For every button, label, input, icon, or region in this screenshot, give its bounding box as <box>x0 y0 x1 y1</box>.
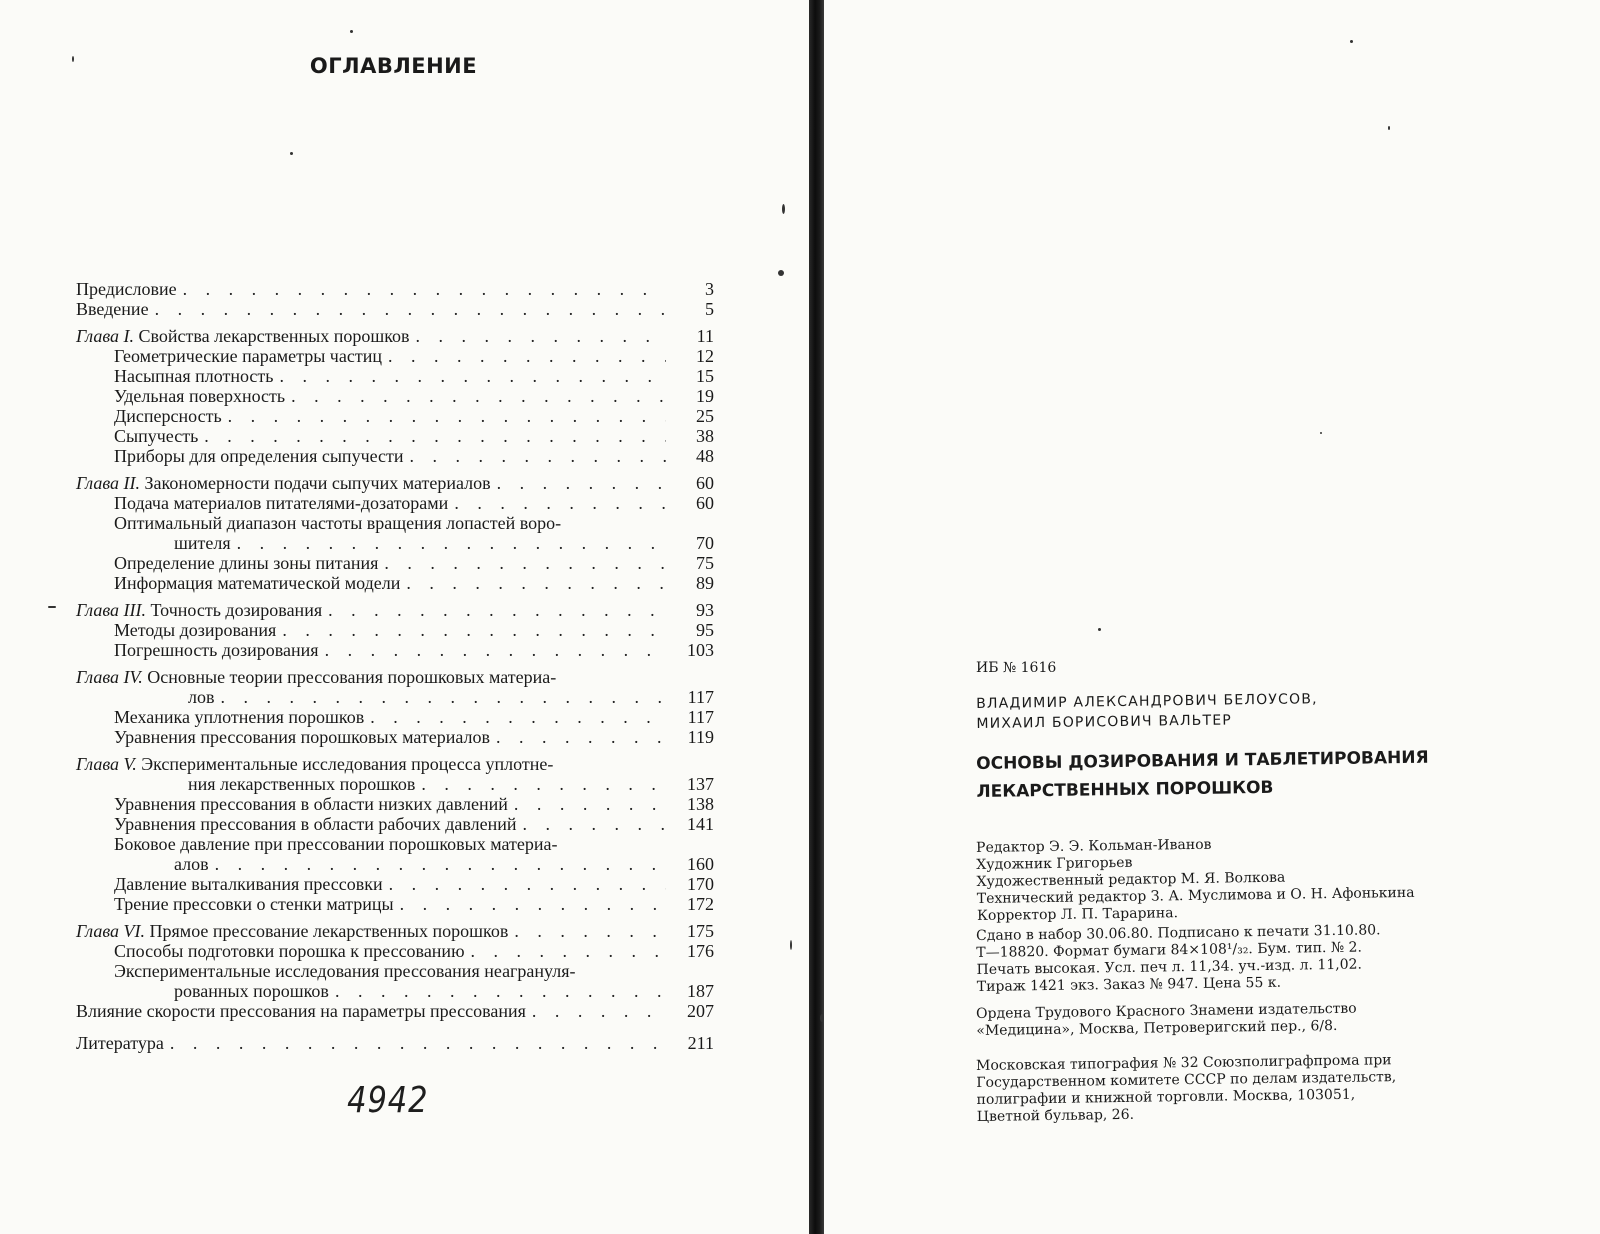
print-speck <box>290 152 293 155</box>
author-name: МИХАИЛ БОРИСОВИЧ ВАЛЬТЕР <box>976 712 1233 732</box>
toc-entry <box>76 406 714 426</box>
toc-entry-label: Способы подготовки порошка к прессованию <box>114 941 465 961</box>
print-speck <box>48 606 56 608</box>
toc-leader-dots <box>389 874 666 894</box>
toc-entry-label: Удельная поверхность <box>114 386 286 406</box>
toc-entry-page: 12 <box>696 346 714 366</box>
handwritten-inventory-number: 4942 <box>347 1080 429 1121</box>
toc-entry-page: 172 <box>687 894 714 914</box>
publisher-line: «Медицина», Москва, Петроверигский пер., 6/8. <box>976 1017 1338 1039</box>
toc-entry-label: Геометрические параметры частиц <box>114 346 382 366</box>
toc-leader-dots <box>155 299 666 319</box>
chapter-title: Свойства лекарственных порошков <box>138 326 410 346</box>
toc-entry-page: 19 <box>696 386 714 406</box>
toc-entry <box>76 640 714 660</box>
toc-entry <box>76 346 714 366</box>
toc-entry-label: Экспериментальные исследования прессования неагрануля- <box>114 961 576 981</box>
toc-entry <box>76 1001 714 1021</box>
printing-line: Т—18820. Формат бумаги 84×108¹/₃₂. Бум. тип. № 2. <box>976 939 1363 961</box>
toc-entry-label: Подача материалов питателями-дозаторами <box>114 493 449 513</box>
toc-leader-dots <box>237 533 666 553</box>
toc-leader-dots <box>328 600 666 620</box>
staff-line: Корректор Л. П. Тараринa. <box>976 905 1179 924</box>
toc-leader-dots <box>215 854 666 874</box>
chapter-title: Точность дозирования <box>150 600 323 620</box>
toc-chapter-entry <box>76 473 714 493</box>
toc-leader-dots <box>335 981 666 1001</box>
typography-line: Государственном комитете СССР по делам издательств, <box>976 1069 1397 1091</box>
toc-entry <box>76 446 714 466</box>
toc-leader-dots <box>325 640 666 660</box>
toc-leader-dots <box>496 727 666 747</box>
staff-line: Редактор Э. Э. Кольман-Иванов <box>976 836 1212 856</box>
chapter-title: Основные теории прессования порошковых материа- <box>147 667 557 687</box>
book-title-line: ЛЕКАРСТВЕННЫХ ПОРОШКОВ <box>976 777 1274 802</box>
toc-entry-page: 176 <box>687 941 714 961</box>
toc-entry <box>76 366 714 386</box>
toc-entry-continuation <box>76 687 714 707</box>
toc-entry-page: 25 <box>696 406 714 426</box>
right-page-colophon <box>830 0 1600 1234</box>
printing-line: Печать высокая. Усл. печ л. 11,34. уч.-изд. л. 11,02. <box>976 956 1363 978</box>
toc-chapter-entry <box>76 921 714 941</box>
book-title-line: ОСНОВЫ ДОЗИРОВАНИЯ И ТАБЛЕТИРОВАНИЯ <box>976 747 1429 774</box>
toc-entry-label: Уравнения прессования в области низких давлений <box>114 794 508 814</box>
print-speck <box>350 30 353 33</box>
toc-leader-dots <box>514 794 666 814</box>
toc-entry-page: 48 <box>696 446 714 466</box>
toc-entry-label: Определение длины зоны питания <box>114 553 379 573</box>
toc-entry-page: 95 <box>696 620 714 640</box>
printing-details <box>976 922 1381 996</box>
toc-entry-label <box>76 473 491 493</box>
print-speck <box>1098 628 1101 631</box>
chapter-prefix: Глава II. <box>76 473 141 493</box>
toc-entry-label <box>76 326 410 346</box>
chapter-prefix: Глава III. <box>76 600 147 620</box>
toc-entry-page: 3 <box>705 279 714 299</box>
toc-entry-page: 60 <box>696 473 714 493</box>
toc-entry <box>76 707 714 727</box>
toc-entry <box>76 814 714 834</box>
toc-entry-page: 11 <box>696 326 714 346</box>
toc-entry-page: 93 <box>696 600 714 620</box>
table-of-contents <box>76 279 714 1053</box>
toc-leader-dots <box>388 346 666 366</box>
ib-number: ИБ № 1616 <box>976 660 1057 676</box>
toc-wrapped-entry <box>76 834 714 874</box>
toc-entry-page: 207 <box>687 1001 714 1021</box>
chapter-prefix: Глава IV. <box>76 667 143 687</box>
toc-title: ОГЛАВЛЕНИЕ <box>309 54 478 78</box>
toc-entry-label: Уравнения прессования порошковых материалов <box>114 727 490 747</box>
toc-chapter-wrapped-entry <box>76 754 714 794</box>
chapter-title: Экспериментальные исследования процесса уплотне- <box>141 754 554 774</box>
toc-entry-page: 117 <box>687 707 714 727</box>
toc-entry-label: Сыпучесть <box>114 426 199 446</box>
toc-entry-page: 170 <box>687 874 714 894</box>
print-speck <box>1320 432 1322 434</box>
staff-line: Художественный редактор М. Я. Волкова <box>976 869 1286 890</box>
chapter-prefix: Глава I. <box>76 326 135 346</box>
toc-entry-label: Трение прессовки о стенки матрицы <box>114 894 394 914</box>
toc-chapter-entry <box>76 326 714 346</box>
toc-leader-dots <box>522 814 666 834</box>
toc-leader-dots <box>421 774 666 794</box>
toc-entry-page: 119 <box>687 727 714 747</box>
toc-leader-dots <box>416 326 666 346</box>
toc-entry-label: Механика уплотнения порошков <box>114 707 365 727</box>
toc-leader-dots <box>400 894 666 914</box>
toc-entry-page: 187 <box>687 981 714 1001</box>
typography-line: Цветной бульвар, 26. <box>976 1106 1135 1125</box>
print-speck <box>1388 126 1390 130</box>
toc-entry-page: 137 <box>687 774 714 794</box>
toc-leader-dots <box>471 941 666 961</box>
toc-leader-dots <box>291 386 666 406</box>
toc-entry-label: Введение <box>76 299 149 319</box>
printing-line: Тираж 1421 экз. Заказ № 947. Цена 55 к. <box>976 974 1282 995</box>
toc-wrapped-entry <box>76 513 714 553</box>
toc-entry <box>76 874 714 894</box>
typography-info <box>976 1052 1397 1126</box>
toc-entry-page: 138 <box>687 794 714 814</box>
chapter-title: Закономерности подачи сыпучих материалов <box>144 473 491 493</box>
chapter-prefix: Глава VI. <box>76 921 146 941</box>
typography-line: полиграфии и книжной торговли. Москва, 103051, <box>976 1086 1356 1108</box>
toc-leader-dots <box>280 366 667 386</box>
toc-entry-label: Дисперсность <box>114 406 222 426</box>
toc-entry <box>76 426 714 446</box>
toc-entry-continuation <box>76 774 714 794</box>
toc-entry-label: Насыпная плотность <box>114 366 274 386</box>
toc-entry-label <box>76 600 322 620</box>
toc-entry-label: Погрешность дозирования <box>114 640 319 660</box>
chapter-title: Прямое прессование лекарственных порошков <box>149 921 509 941</box>
toc-entry <box>76 794 714 814</box>
book-gutter <box>809 0 824 1234</box>
toc-entry-continuation <box>114 854 714 874</box>
toc-entry <box>76 941 714 961</box>
toc-leader-dots <box>370 707 666 727</box>
toc-entry <box>76 620 714 640</box>
toc-entry <box>76 553 714 573</box>
toc-entry-label: Боковое давление при прессовании порошковых материа- <box>114 834 558 854</box>
toc-entry-label <box>76 921 508 941</box>
toc-chapter-entry <box>76 600 714 620</box>
staff-line: Технический редактор З. А. Муслимова и О. Н. Афонькина <box>976 884 1415 907</box>
toc-entry-label: Информация математической модели <box>114 573 401 593</box>
editorial-staff <box>976 834 1415 925</box>
toc-entry-page: 60 <box>696 493 714 513</box>
toc-leader-dots <box>228 406 666 426</box>
toc-entry <box>76 299 714 319</box>
toc-leader-dots <box>183 279 666 299</box>
toc-entry <box>76 1033 714 1053</box>
toc-entry-page: 89 <box>696 573 714 593</box>
print-speck <box>820 1014 824 1022</box>
toc-entry-page: 117 <box>687 687 714 707</box>
toc-entry-page: 103 <box>687 640 714 660</box>
toc-leader-dots <box>497 473 666 493</box>
toc-entry <box>76 279 714 299</box>
typography-line: Московская типография № 32 Союзполиграфпрома при <box>976 1052 1392 1074</box>
toc-leader-dots <box>532 1001 666 1021</box>
toc-entry-label <box>76 754 714 774</box>
print-speck <box>72 56 74 62</box>
toc-leader-dots <box>384 553 666 573</box>
toc-leader-dots <box>514 921 666 941</box>
toc-entry-continuation <box>114 981 714 1001</box>
toc-entry-label: Методы дозирования <box>114 620 277 640</box>
publisher-info <box>976 1001 1357 1040</box>
toc-entry-label: Приборы для определения сыпучести <box>114 446 404 466</box>
staff-line: Художник Григорьев <box>976 854 1133 873</box>
print-speck <box>1350 40 1353 43</box>
toc-entry <box>76 386 714 406</box>
toc-leader-dots <box>220 687 666 707</box>
toc-leader-dots <box>170 1033 666 1053</box>
toc-wrapped-entry <box>76 961 714 1001</box>
authors <box>976 689 1318 734</box>
toc-entry-page: 70 <box>696 533 714 553</box>
toc-leader-dots <box>282 620 666 640</box>
toc-entry <box>76 727 714 747</box>
toc-entry-label-cont: рованных порошков <box>174 981 329 1001</box>
toc-entry <box>76 573 714 593</box>
toc-entry-page: 38 <box>696 426 714 446</box>
printing-line: Сдано в набор 30.06.80. Подписано к печати 31.10.80. <box>976 922 1381 944</box>
toc-entry-page: 175 <box>687 921 714 941</box>
toc-entry-label: Оптимальный диапазон частоты вращения лопастей воро- <box>114 513 562 533</box>
print-speck <box>782 204 785 214</box>
toc-entry-label-cont: алов <box>174 854 209 874</box>
toc-entry-page: 211 <box>687 1033 714 1053</box>
print-speck <box>778 270 784 276</box>
book-title <box>976 744 1429 806</box>
toc-leader-dots <box>406 573 666 593</box>
toc-entry-page: 141 <box>687 814 714 834</box>
toc-entry-page: 15 <box>696 366 714 386</box>
toc-entry-label: Влияние скорости прессования на параметры прессования <box>76 1001 526 1021</box>
toc-entry-continuation <box>114 533 714 553</box>
toc-entry-label-cont: шителя <box>174 533 231 553</box>
toc-entry-label <box>76 667 714 687</box>
toc-entry <box>76 894 714 914</box>
toc-leader-dots <box>410 446 666 466</box>
toc-entry-page: 75 <box>696 553 714 573</box>
toc-entry <box>76 493 714 513</box>
toc-leader-dots <box>204 426 666 446</box>
toc-entry-label-cont: ния лекарственных порошков <box>188 774 416 794</box>
toc-entry-label: Уравнения прессования в области рабочих давлений <box>114 814 517 834</box>
print-speck <box>790 940 792 950</box>
toc-entry-page: 5 <box>705 299 714 319</box>
toc-entry-label: Давление выталкивания прессовки <box>114 874 383 894</box>
toc-entry-label: Предисловие <box>76 279 177 299</box>
toc-leader-dots <box>454 493 666 513</box>
chapter-prefix: Глава V. <box>76 754 137 774</box>
toc-chapter-wrapped-entry <box>76 667 714 707</box>
author-name: ВЛАДИМИР АЛЕКСАНДРОВИЧ БЕЛОУСОВ, <box>976 691 1318 712</box>
toc-entry-page: 160 <box>687 854 714 874</box>
publisher-line: Ордена Трудового Красного Знамени издательство <box>976 1000 1357 1022</box>
toc-entry-label: Литература <box>76 1033 164 1053</box>
toc-entry-label-cont: лов <box>188 687 215 707</box>
